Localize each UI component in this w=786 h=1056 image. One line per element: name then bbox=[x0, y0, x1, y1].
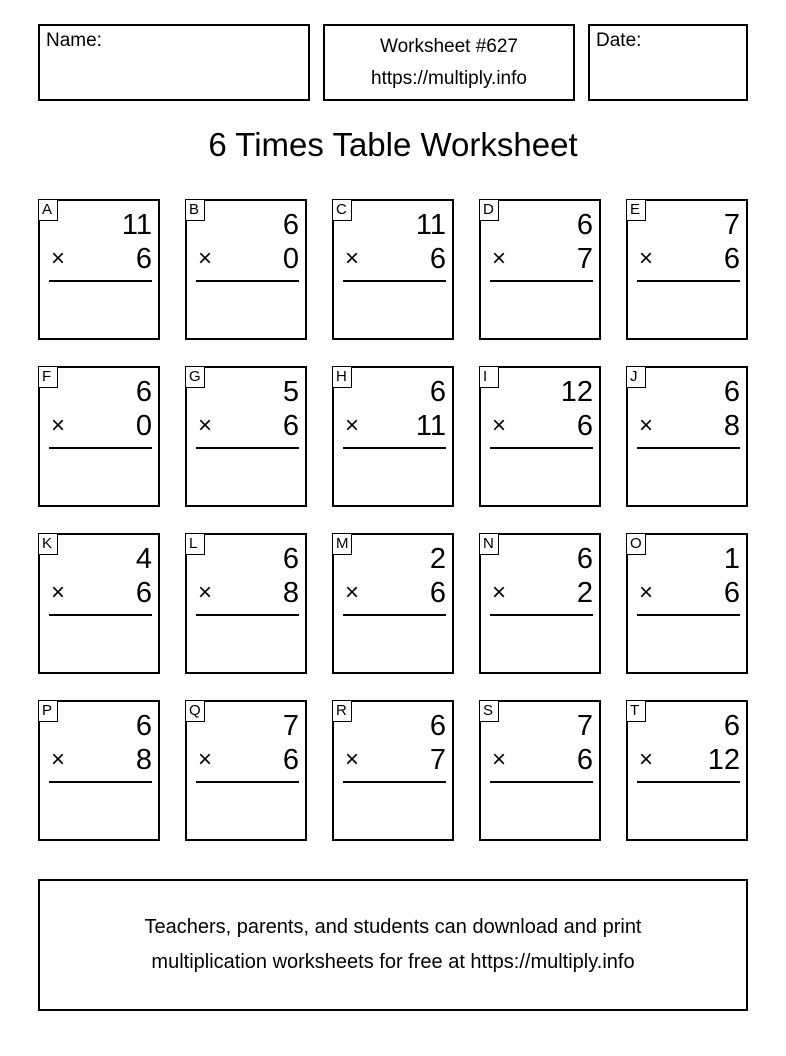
answer-line bbox=[343, 447, 446, 449]
times-icon: × bbox=[198, 245, 213, 272]
problem-label: L bbox=[185, 533, 205, 555]
footer-text-line-2: multiplication worksheets for free at https://multiply.info bbox=[151, 951, 635, 973]
times-icon: × bbox=[345, 412, 360, 439]
multiplicand: 5 bbox=[282, 376, 299, 408]
multiplicand: 6 bbox=[135, 376, 152, 408]
multiplier: 6 bbox=[282, 744, 299, 776]
multiplicand: 7 bbox=[723, 209, 740, 241]
times-icon: × bbox=[492, 412, 507, 439]
multiplicand: 12 bbox=[560, 376, 593, 408]
multiplier: 2 bbox=[576, 577, 593, 609]
problem-card[interactable] bbox=[479, 366, 601, 507]
multiplier: 7 bbox=[576, 243, 593, 275]
problem-label: D bbox=[479, 199, 499, 221]
worksheet-info-box bbox=[323, 24, 575, 101]
answer-line bbox=[49, 447, 152, 449]
date-label: Date: bbox=[596, 30, 642, 51]
answer-line bbox=[343, 614, 446, 616]
multiplicand: 11 bbox=[415, 209, 446, 241]
problem-label: I bbox=[479, 366, 499, 388]
problem-label: J bbox=[626, 366, 646, 388]
multiplicand: 7 bbox=[282, 710, 299, 742]
answer-line bbox=[196, 614, 299, 616]
times-icon: × bbox=[51, 412, 66, 439]
times-icon: × bbox=[639, 579, 654, 606]
times-icon: × bbox=[492, 245, 507, 272]
times-icon: × bbox=[345, 746, 360, 773]
problem-label: Q bbox=[185, 700, 205, 722]
multiplicand: 1 bbox=[723, 543, 740, 575]
multiplier: 8 bbox=[135, 744, 152, 776]
multiplicand: 2 bbox=[429, 543, 446, 575]
answer-line bbox=[196, 447, 299, 449]
problem-label: K bbox=[38, 533, 58, 555]
multiplicand: 11 bbox=[121, 209, 152, 241]
multiplier: 6 bbox=[723, 243, 740, 275]
answer-line bbox=[490, 781, 593, 783]
problem-card[interactable] bbox=[626, 366, 748, 507]
footer-box bbox=[38, 879, 748, 1011]
multiplier: 8 bbox=[723, 410, 740, 442]
problem-card[interactable] bbox=[38, 700, 160, 841]
answer-line bbox=[490, 614, 593, 616]
problem-card[interactable] bbox=[38, 366, 160, 507]
problem-label: B bbox=[185, 199, 205, 221]
problem-card[interactable] bbox=[185, 366, 307, 507]
multiplicand: 6 bbox=[576, 209, 593, 241]
problem-card[interactable] bbox=[332, 366, 454, 507]
answer-line bbox=[49, 781, 152, 783]
times-icon: × bbox=[198, 412, 213, 439]
multiplier: 0 bbox=[282, 243, 299, 275]
times-icon: × bbox=[492, 579, 507, 606]
problem-label: O bbox=[626, 533, 646, 555]
multiplier: 7 bbox=[429, 744, 446, 776]
times-icon: × bbox=[198, 746, 213, 773]
answer-line bbox=[490, 447, 593, 449]
multiplicand: 6 bbox=[135, 710, 152, 742]
problem-label: E bbox=[626, 199, 646, 221]
website-link[interactable]: https://multiply.info bbox=[371, 68, 527, 89]
multiplier: 6 bbox=[576, 410, 593, 442]
multiplier: 8 bbox=[282, 577, 299, 609]
answer-line bbox=[637, 280, 740, 282]
multiplicand: 6 bbox=[723, 376, 740, 408]
problem-label: F bbox=[38, 366, 58, 388]
problem-card[interactable] bbox=[185, 199, 307, 340]
times-icon: × bbox=[198, 579, 213, 606]
problem-card[interactable] bbox=[38, 533, 160, 674]
problem-card[interactable] bbox=[185, 533, 307, 674]
multiplicand: 7 bbox=[576, 710, 593, 742]
problem-card[interactable] bbox=[626, 700, 748, 841]
multiplier: 6 bbox=[429, 243, 446, 275]
problem-label: M bbox=[332, 533, 352, 555]
answer-line bbox=[49, 614, 152, 616]
multiplicand: 6 bbox=[576, 543, 593, 575]
multiplicand: 6 bbox=[723, 710, 740, 742]
problem-label: S bbox=[479, 700, 499, 722]
times-icon: × bbox=[639, 412, 654, 439]
page-title: 6 Times Table Worksheet bbox=[208, 126, 578, 163]
multiplier: 11 bbox=[415, 410, 446, 442]
problem-label: N bbox=[479, 533, 499, 555]
multiplier: 0 bbox=[135, 410, 152, 442]
problem-card[interactable] bbox=[332, 199, 454, 340]
times-icon: × bbox=[51, 746, 66, 773]
problem-card[interactable] bbox=[38, 199, 160, 340]
times-icon: × bbox=[51, 579, 66, 606]
problem-label: T bbox=[626, 700, 646, 722]
answer-line bbox=[637, 781, 740, 783]
multiplicand: 6 bbox=[429, 376, 446, 408]
problem-label: A bbox=[38, 199, 58, 221]
multiplier: 6 bbox=[723, 577, 740, 609]
times-icon: × bbox=[639, 746, 654, 773]
problem-label: C bbox=[332, 199, 352, 221]
problem-card[interactable] bbox=[332, 533, 454, 674]
problem-card[interactable] bbox=[626, 199, 748, 340]
problem-card[interactable] bbox=[479, 533, 601, 674]
multiplier: 6 bbox=[282, 410, 299, 442]
times-icon: × bbox=[492, 746, 507, 773]
problem-card[interactable] bbox=[626, 533, 748, 674]
problem-card[interactable] bbox=[479, 199, 601, 340]
problem-label: G bbox=[185, 366, 205, 388]
answer-line bbox=[637, 447, 740, 449]
problem-label: R bbox=[332, 700, 352, 722]
multiplier: 12 bbox=[707, 744, 740, 776]
name-label: Name: bbox=[46, 30, 102, 51]
answer-line bbox=[196, 781, 299, 783]
times-icon: × bbox=[51, 245, 66, 272]
multiplicand: 6 bbox=[282, 209, 299, 241]
answer-line bbox=[343, 280, 446, 282]
problem-card[interactable] bbox=[479, 700, 601, 841]
times-icon: × bbox=[639, 245, 654, 272]
multiplier: 6 bbox=[429, 577, 446, 609]
footer-text-line-1: Teachers, parents, and students can download and print bbox=[144, 916, 642, 938]
name-field[interactable] bbox=[38, 24, 310, 101]
answer-line bbox=[196, 280, 299, 282]
problem-card[interactable] bbox=[332, 700, 454, 841]
multiplier: 6 bbox=[135, 577, 152, 609]
worksheet-number: Worksheet #627 bbox=[379, 36, 518, 57]
answer-line bbox=[637, 614, 740, 616]
multiplicand: 6 bbox=[429, 710, 446, 742]
times-icon: × bbox=[345, 245, 360, 272]
answer-line bbox=[490, 280, 593, 282]
date-field[interactable] bbox=[588, 24, 748, 101]
multiplicand: 6 bbox=[282, 543, 299, 575]
multiplier: 6 bbox=[135, 243, 152, 275]
problem-card[interactable] bbox=[185, 700, 307, 841]
problem-label: H bbox=[332, 366, 352, 388]
answer-line bbox=[343, 781, 446, 783]
problem-label: P bbox=[38, 700, 58, 722]
times-icon: × bbox=[345, 579, 360, 606]
answer-line bbox=[49, 280, 152, 282]
multiplicand: 4 bbox=[135, 543, 152, 575]
multiplier: 6 bbox=[576, 744, 593, 776]
